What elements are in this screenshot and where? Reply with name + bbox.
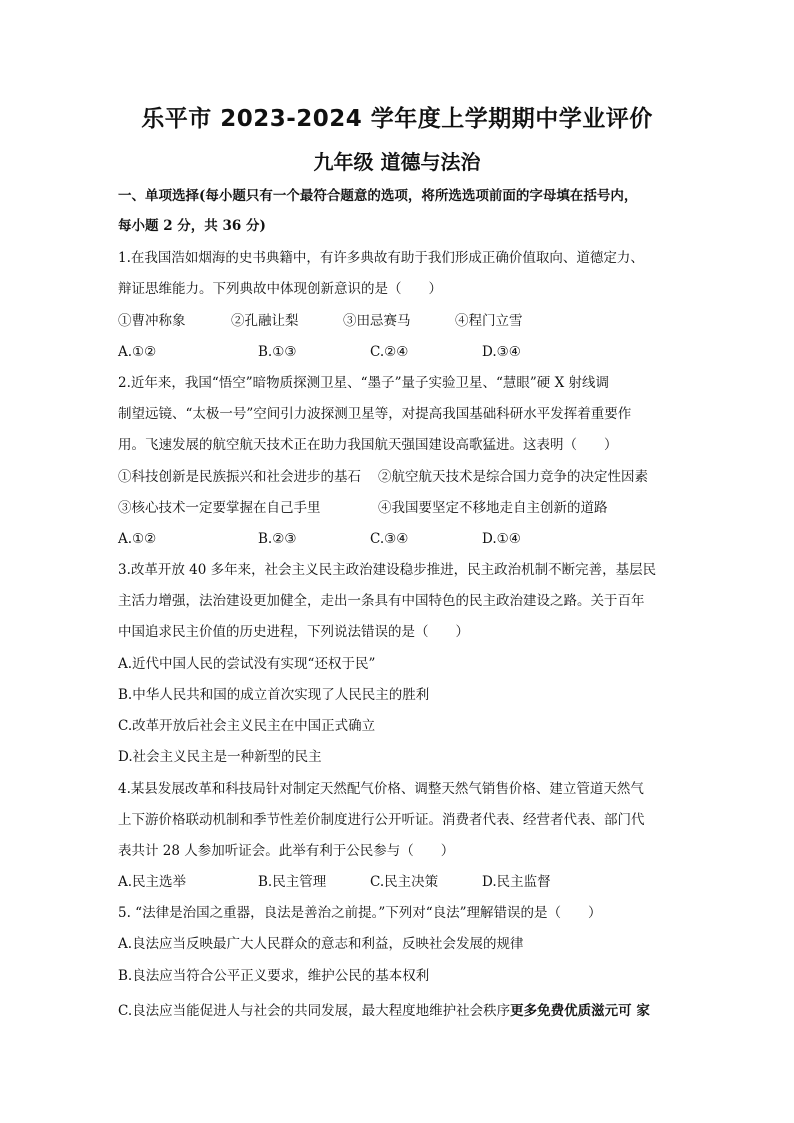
q2-stem-cont-2: 用。飞速发展的航空航天技术正在助力我国航天强国建设高歌猛进。这表明（ ） (118, 437, 618, 453)
q2-option-a: A.①② (118, 531, 157, 547)
section-heading: 一、单项选择(每小题只有一个最符合题意的选项，将所选选项前面的字母填在括号内， (118, 188, 638, 204)
q3-stem-cont-2: 中国追求民主价值的历史进程，下列说法错误的是（ ） (118, 624, 469, 640)
q2-stem: 2.近年来，我国“悟空”暗物质探测卫星、“墨子”量子实验卫星、“慧眼”硬 X 射线调 (118, 375, 609, 391)
q2-option-d: D.①④ (482, 531, 521, 547)
q5-option-a: A.良法应当反映最广大人民群众的意志和利益，反映社会发展的规律 (118, 936, 524, 952)
q1-option-b: B.①③ (258, 344, 297, 360)
q4-option-c: C.民主决策 (370, 874, 439, 890)
q1-option-a: A.①② (118, 344, 157, 360)
q3-option-d: D.社会主义民主是一种新型的民主 (118, 749, 322, 765)
q3-option-b: B.中华人民共和国的成立首次实现了人民民主的胜利 (118, 687, 430, 703)
q2-item-2: ②航空航天技术是综合国力竞争的决定性因素 (378, 469, 648, 485)
q1-item-3: ③田忌赛马 (343, 313, 411, 329)
q5-option-c-line (118, 1001, 650, 1021)
section-heading-cont: 每小题 2 分，共 36 分) (118, 218, 266, 234)
q1-stem: 1.在我国浩如烟海的史书典籍中，有许多典故有助于我们形成正确价值取向、道德定力、 (118, 250, 644, 266)
q1-option-d: D.③④ (482, 344, 521, 360)
q2-option-b: B.②③ (258, 531, 297, 547)
watermark-text: 更多免费优质滋元可 家 (510, 1003, 650, 1019)
q1-item-2: ②孔融让梨 (231, 313, 299, 329)
exam-title: 乐平市 2023-2024 学年度上学期期中学业评价 (141, 106, 653, 132)
q4-stem: 4.某县发展改革和科技局针对制定天然配气价格、调整天然气销售价格、建立管道天然气 (118, 781, 644, 797)
q1-item-4: ④程门立雪 (455, 313, 523, 329)
q1-item-1: ①曹冲称象 (118, 313, 186, 329)
q3-stem-cont: 主活力增强，法治建设更加健全，走出一条具有中国特色的民主政治建设之路。关于百年 (118, 593, 645, 609)
q4-option-b: B.民主管理 (258, 874, 327, 890)
exam-subtitle: 九年级 道德与法治 (313, 150, 481, 174)
q2-item-3: ③核心技术一定要掌握在自己手里 (118, 500, 321, 516)
q2-option-c: C.③④ (370, 531, 409, 547)
q3-option-c: C.改革开放后社会主义民主在中国正式确立 (118, 718, 376, 734)
q3-stem: 3.改革开放 40 多年来，社会主义民主政治建设稳步推进，民主政治机制不断完善，基层民 (118, 562, 657, 578)
q1-option-c: C.②④ (370, 344, 409, 360)
q1-stem-cont: 辩证思维能力。下列典故中体现创新意识的是（ ） (118, 281, 442, 297)
q4-stem-cont: 上下游价格联动机制和季节性差价制度进行公开听证。消费者代表、经营者代表、部门代 (118, 812, 645, 828)
q2-item-4: ④我国要坚定不移地走自主创新的道路 (378, 500, 608, 516)
q4-option-d: D.民主监督 (482, 874, 551, 890)
q3-option-a: A.近代中国人民的尝试没有实现“还权于民” (118, 656, 376, 672)
q4-stem-cont-2: 表共计 28 人参加听证会。此举有利于公民参与（ ） (118, 843, 455, 859)
q5-option-b: B.良法应当符合公平正义要求，维护公民的基本权利 (118, 968, 430, 984)
q5-stem: 5. “法律是治国之重器，良法是善治之前提。”下列对“良法”理解错误的是（ ） (118, 905, 602, 921)
q2-item-1: ①科技创新是民族振兴和社会进步的基石 (118, 469, 361, 485)
q5-option-c: C.良法应当能促进人与社会的共同发展，最大程度地维护社会秩序 (118, 1003, 511, 1019)
q4-option-a: A.民主选举 (118, 874, 187, 890)
q2-stem-cont: 制望远镜、“太极一号”空间引力波探测卫星等，对提高我国基础科研水平发挥着重要作 (118, 406, 632, 422)
